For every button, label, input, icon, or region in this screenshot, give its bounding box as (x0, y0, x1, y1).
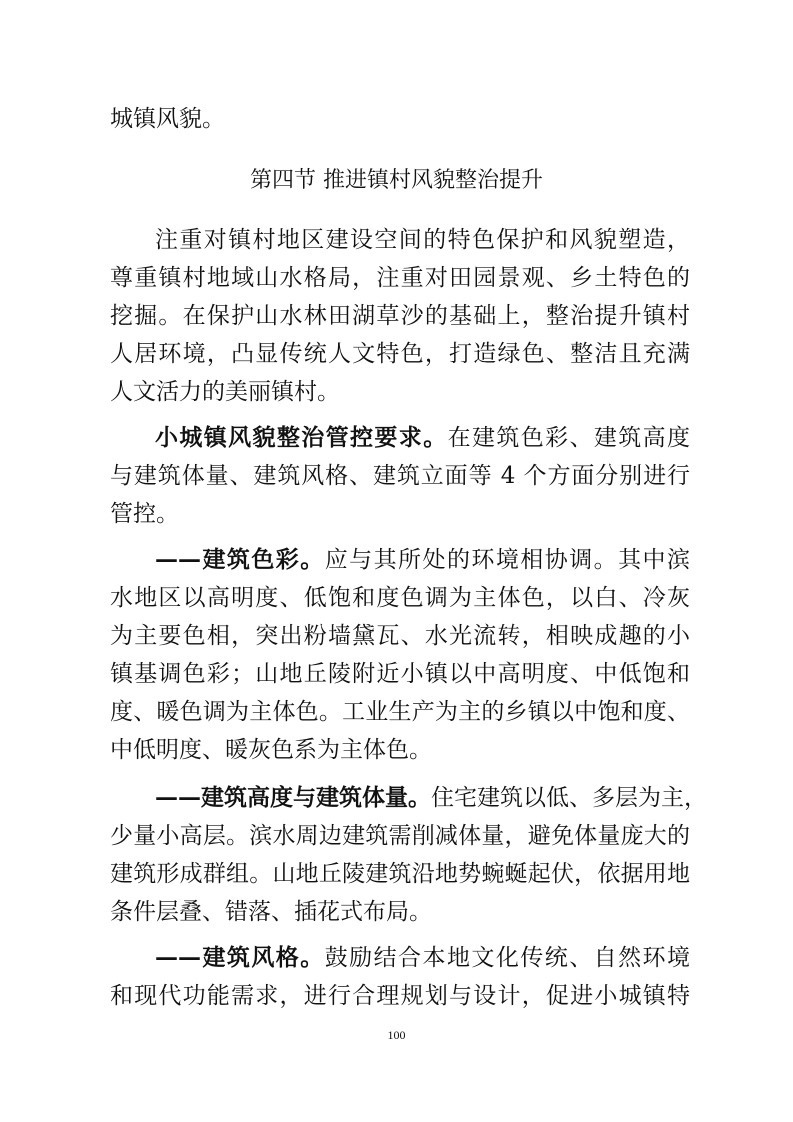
paragraph-line: 管控。 (110, 501, 179, 527)
paragraph-line: 建筑形成群组。山地丘陵建筑沿地势蜿蜒起伏，依据用地 (110, 861, 690, 887)
paragraph-line: 度、暖色调为主体色。工业生产为主的乡镇以中饱和度、 (110, 699, 690, 725)
paragraph-line: 人居环境，凸显传统人文特色，打造绿色、整洁且充满 (110, 341, 690, 367)
bold-lead: 建筑风格。 (201, 944, 325, 971)
em-dash: —— (155, 944, 201, 971)
paragraph-line (155, 422, 690, 454)
section-heading: 第四节 推进镇村风貌整治提升 (250, 168, 543, 193)
paragraph-line: 条件层叠、错落、插花式布局。 (110, 899, 432, 925)
bold-lead: 小城镇风貌整治管控要求。 (155, 424, 448, 451)
bold-lead: 建筑色彩。 (201, 546, 325, 573)
paragraph-line: 为主要色相，突出粉墙黛瓦、水光流转，相映成趣的小 (110, 623, 690, 649)
paragraph-line: 人文活力的美丽镇村。 (110, 379, 340, 405)
em-dash: —— (155, 546, 201, 573)
paragraph-line: 镇基调色彩；山地丘陵附近小镇以中高明度、中低饱和 (110, 661, 690, 687)
paragraph-line: 与建筑体量、建筑风格、建筑立面等 4 个方面分别进行 (110, 463, 690, 489)
line-text: 住宅建筑以低、多层为主， (431, 785, 707, 811)
line-text: 应与其所处的环境相协调。其中滨 (324, 547, 691, 573)
bold-lead: 建筑高度与建筑体量。 (201, 784, 431, 811)
paragraph-line: 注重对镇村地区建设空间的特色保护和风貌塑造， (155, 227, 690, 253)
paragraph-line: 挖掘。在保护山水林田湖草沙的基础上，整治提升镇村 (110, 303, 690, 329)
em-dash: —— (155, 784, 201, 811)
paragraph-line: 和现代功能需求，进行合理规划与设计，促进小城镇特 (110, 983, 690, 1009)
continuation-line: 城镇风貌。 (110, 106, 225, 132)
page-number: 100 (387, 1028, 406, 1042)
paragraph-line: 水地区以高明度、低饱和度色调为主体色，以白、冷灰 (110, 585, 690, 611)
paragraph-line: 尊重镇村地域山水格局，注重对田园景观、乡土特色的 (110, 265, 690, 291)
line-text: 在建筑色彩、建筑高度 (447, 425, 691, 451)
paragraph-line (155, 942, 690, 974)
paragraph-line (155, 544, 690, 576)
line-text: 鼓励结合本地文化传统、自然环境 (324, 945, 691, 971)
paragraph-line: 少量小高层。滨水周边建筑需削减体量，避免体量庞大的 (110, 823, 690, 849)
paragraph-line (155, 782, 707, 814)
paragraph-line: 中低明度、暖灰色系为主体色。 (110, 737, 432, 763)
